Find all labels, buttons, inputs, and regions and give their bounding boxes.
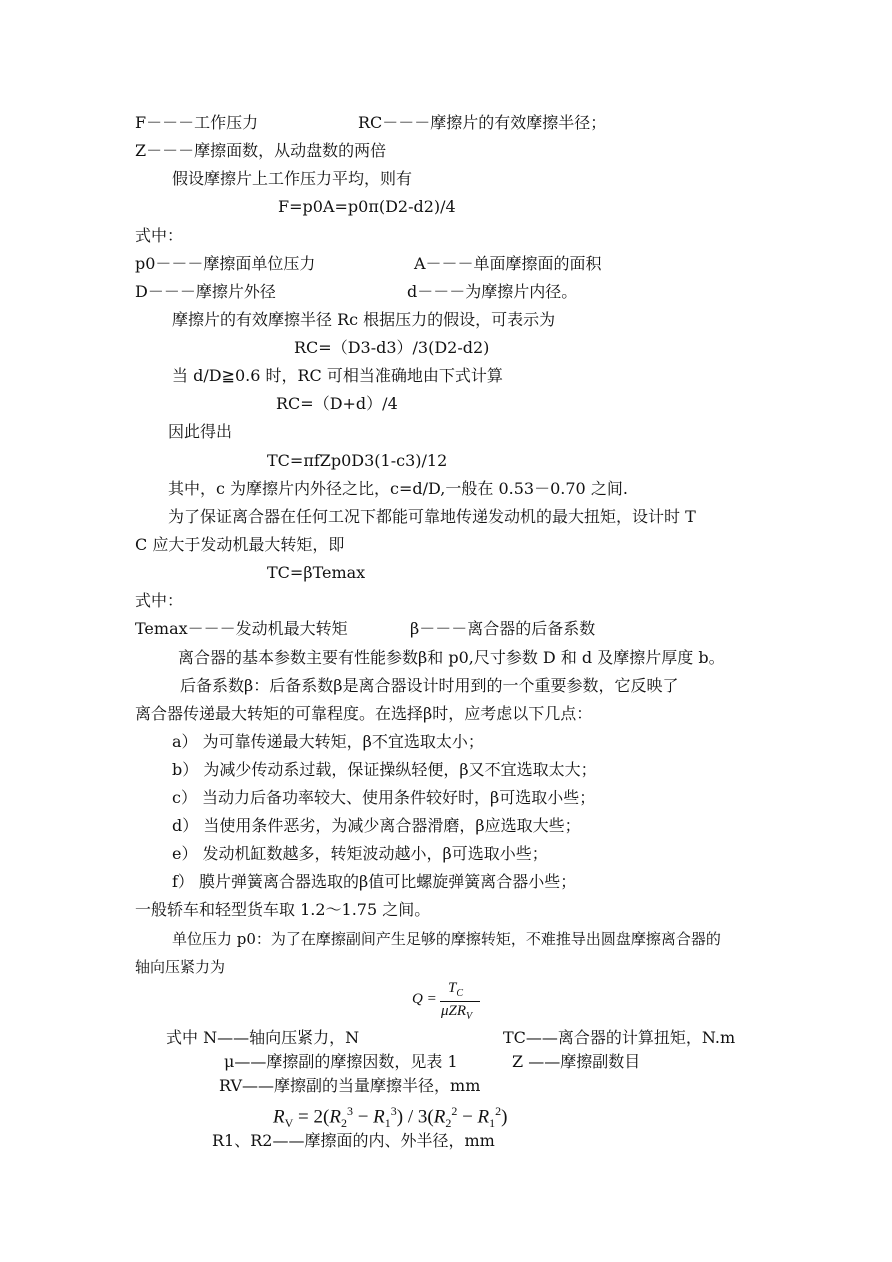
- text-line: d－－－为摩擦片内径。: [407, 282, 578, 301]
- text-line: C 应大于发动机最大转矩，即: [135, 535, 345, 554]
- list-item: f） 膜片弹簧离合器选取的β值可比螺旋弹簧离合器小些；: [172, 872, 577, 891]
- text-line: A－－－单面摩擦面的面积: [414, 254, 602, 273]
- text-line: 离合器的基本参数主要有性能参数β和 p0,尺寸参数 D 和 d 及摩擦片厚度 b。: [178, 648, 725, 667]
- formula-line: RC=（D3-d3）/3(D2-d2): [294, 338, 490, 357]
- formula-lhs: Q =: [412, 991, 437, 1007]
- text-line: RC－－－摩擦片的有效摩擦半径；: [358, 113, 607, 132]
- text-line: β－－－离合器的后备系数: [410, 619, 596, 638]
- formula-line: RC=（D+d）/4: [276, 394, 398, 413]
- text-line: Z ——摩擦副数目: [512, 1052, 641, 1071]
- text-line: 式中：: [135, 226, 184, 245]
- text-line: 一般轿车和轻型货车取 1.2～1.75 之间。: [135, 900, 431, 919]
- text-line: 单位压力 p0：为了在摩擦副间产生足够的摩擦转矩，不难推导出圆盘摩擦离合器的: [172, 930, 721, 948]
- formula-line: TC=βTemax: [267, 563, 366, 582]
- formula-numerator: $T_C$: [448, 980, 464, 999]
- list-item: b） 为减少传动系过载，保证操纵轻便，β又不宜选取太大；: [172, 760, 597, 779]
- text-line: 其中，c 为摩擦片内外径之比，c=d/D,一般在 0.53－0.70 之间.: [168, 479, 628, 498]
- list-item: c） 当动力后备功率较大、使用条件较好时，β可选取小些；: [172, 788, 596, 807]
- text-line: 为了保证离合器在任何工况下都能可靠地传递发动机的最大扭矩，设计时 T: [168, 507, 696, 526]
- fraction-bar: [440, 1001, 480, 1002]
- text-line: 轴向压紧力为: [135, 958, 226, 976]
- text-line: 式中 N——轴向压紧力，N: [166, 1028, 360, 1047]
- text-line: D－－－摩擦片外径: [135, 282, 276, 301]
- formula-line: F=p0A=p0π(D2-d2)/4: [278, 197, 456, 216]
- text-line: Z－－－摩擦面数，从动盘数的两倍: [135, 141, 387, 160]
- text-line: 式中：: [135, 591, 184, 610]
- text-line: μ——摩擦副的摩擦因数，见表 1: [224, 1052, 458, 1071]
- text-line: 后备系数β：后备系数β是离合器设计时用到的一个重要参数，它反映了: [180, 676, 679, 695]
- list-item: a） 为可靠传递最大转矩，β不宜选取太小；: [172, 732, 484, 751]
- text-line: 摩擦片的有效摩擦半径 Rc 根据压力的假设，可表示为: [172, 310, 556, 329]
- text-line: 假设摩擦片上工作压力平均，则有: [172, 169, 413, 188]
- text-line: RV——摩擦副的当量摩擦半径，mm: [219, 1076, 481, 1095]
- text-line: p0－－－摩擦面单位压力: [135, 254, 316, 273]
- text-line: F－－－工作压力: [135, 113, 259, 132]
- equivalent-radius-formula: $R_V = 2(R_2^3 - R_1^3) / 3(R_2^2 - R_1^2)$: [273, 1104, 508, 1131]
- list-item: e） 发动机缸数越多，转矩波动越小，β可选取小些；: [172, 844, 548, 863]
- list-item: d） 当使用条件恶劣，为减少离合器滑磨，β应选取大些；: [172, 816, 581, 835]
- formula-line: TC=πfZp0D3(1-c3)/12: [267, 451, 448, 470]
- text-line: R1、R2——摩擦面的内、外半径，mm: [212, 1131, 495, 1150]
- axial-force-formula: [412, 980, 492, 1024]
- text-line: 因此得出: [168, 422, 233, 441]
- text-line: Temax－－－发动机最大转矩: [135, 619, 348, 638]
- text-line: 当 d/D≧0.6 时，RC 可相当准确地由下式计算: [172, 366, 503, 385]
- formula-denominator: μZR$_V$: [441, 1003, 473, 1022]
- text-line: TC——离合器的计算扭矩，N.m: [503, 1028, 736, 1047]
- text-line: 离合器传递最大转矩的可靠程度。在选择β时，应考虑以下几点：: [135, 704, 593, 723]
